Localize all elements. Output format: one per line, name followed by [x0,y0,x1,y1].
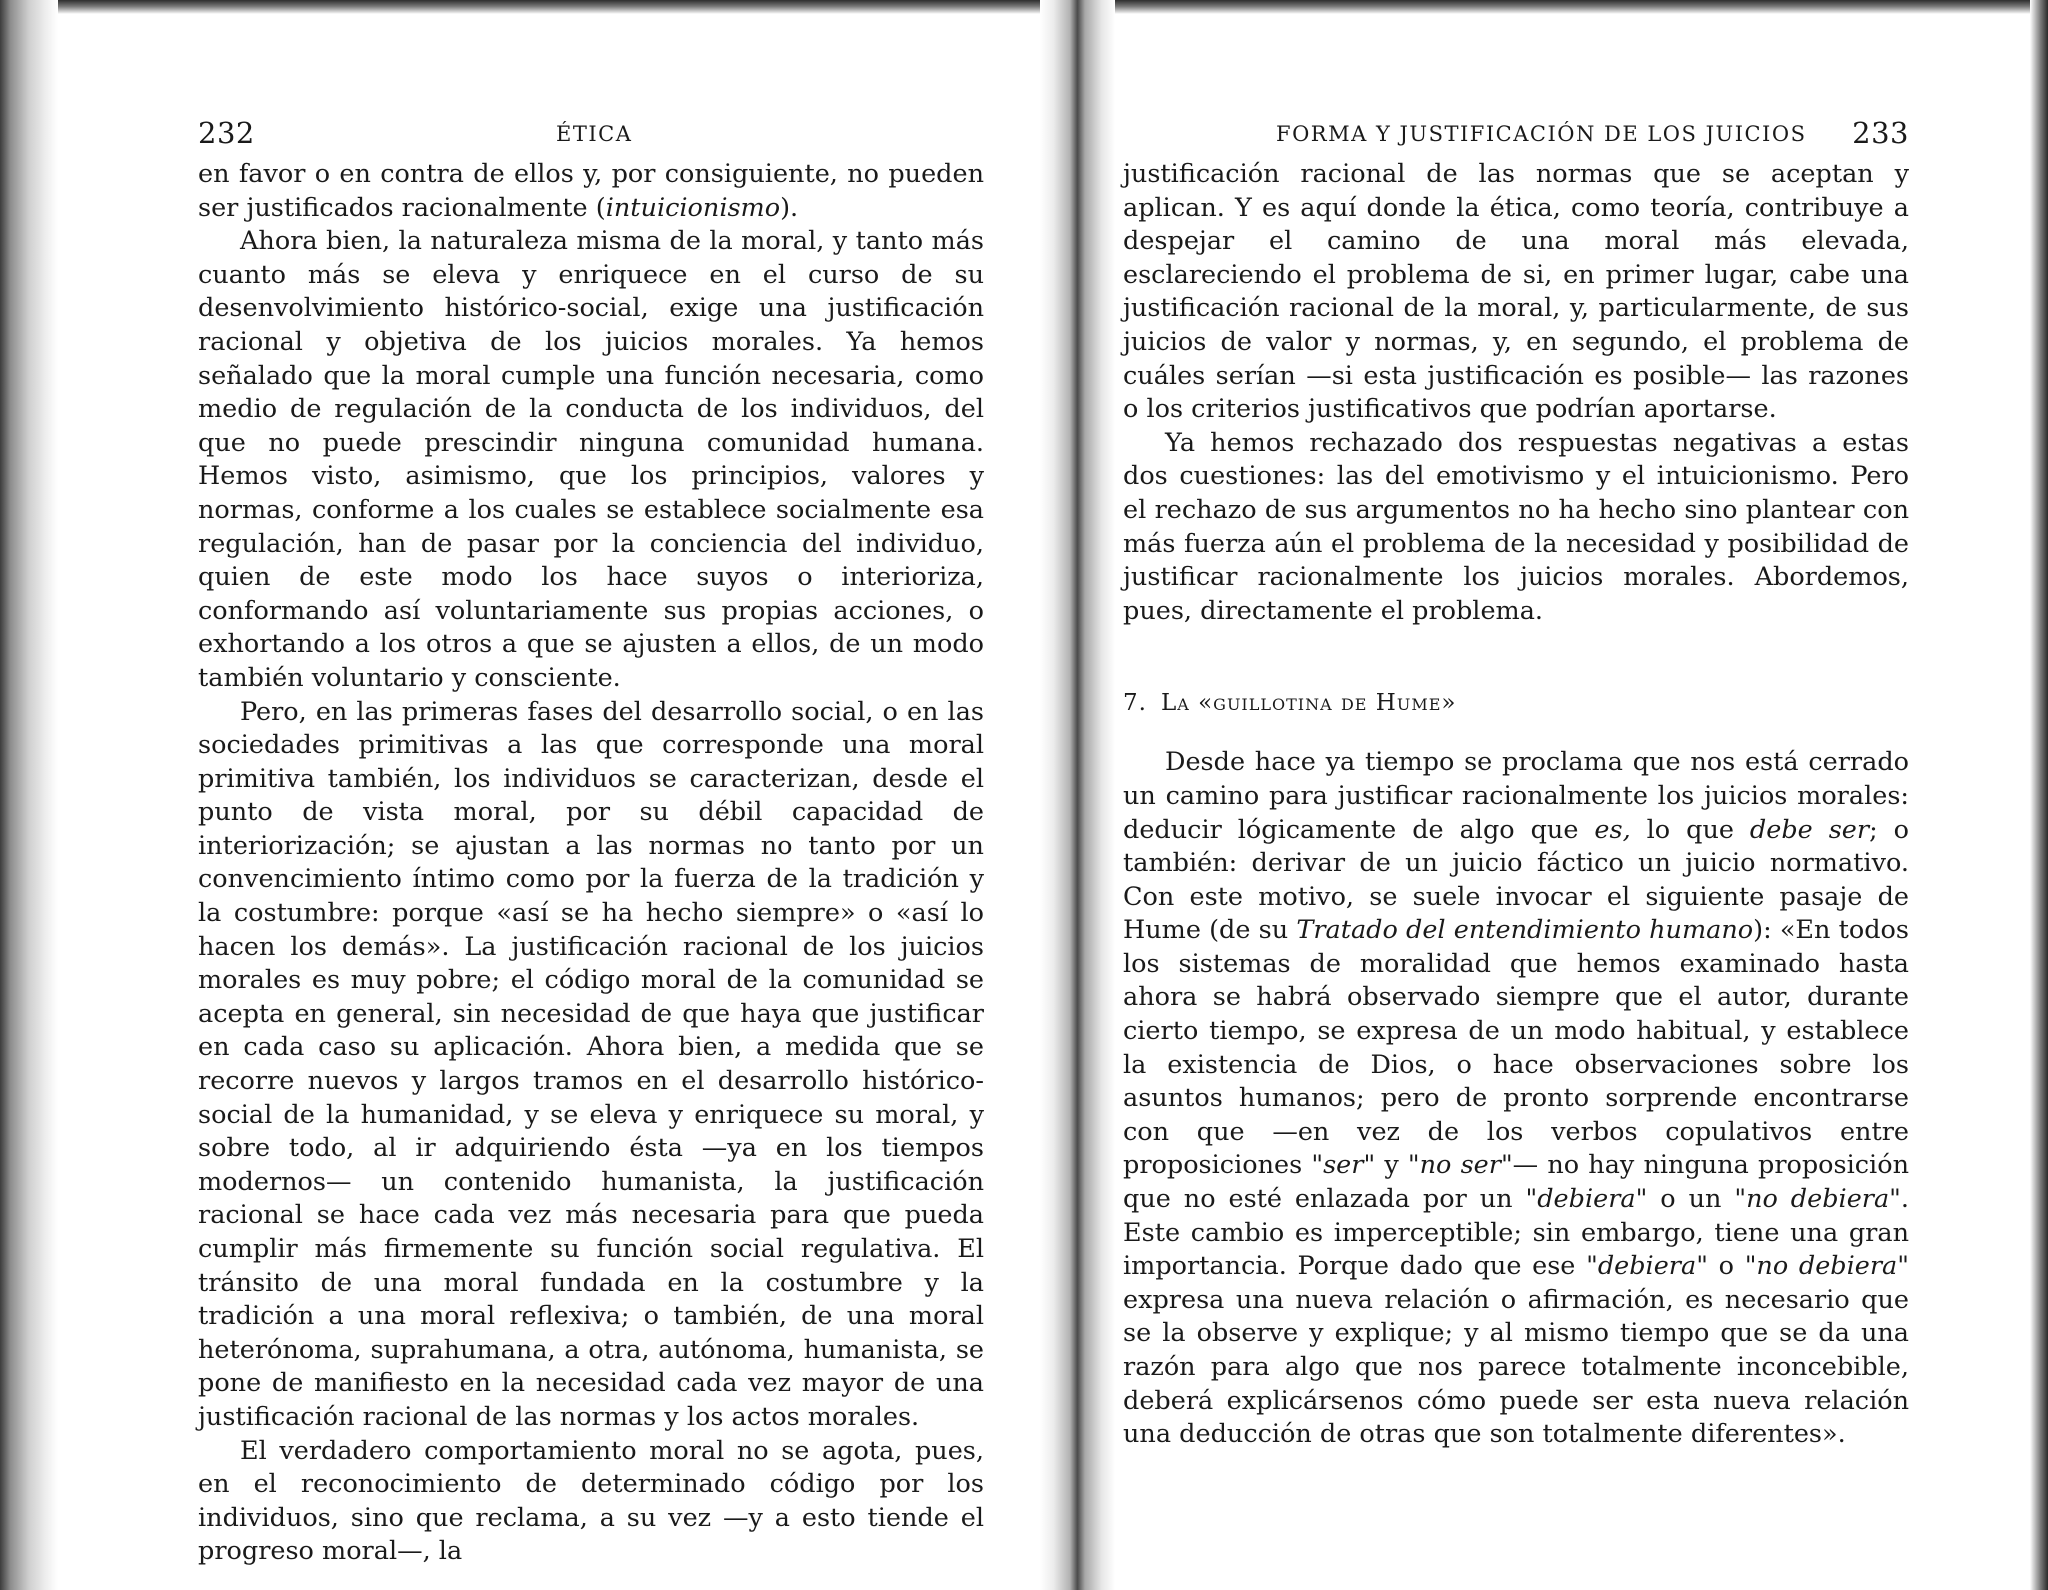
rp3-c: ; o también: derivar de un juicio fáctico un juicio normativo. Con este motivo, se suele invocar el siguiente pasaje de Hume (de su [1123,814,1909,946]
rp3-i6: "debiera" [1525,1184,1648,1215]
left-paragraph-3: Pero, en las primeras fases del desarrollo social, o en las sociedades primitivas a las que corresponde una moral primitiva también, los individuos se caracterizan, desde el punto de vista moral, por su débil capacidad de interiorización; se ajustan a las normas no tanto por un convencimiento íntimo como por la fuerza de la tradición y la costumbre: porque «así se ha hecho siempre» o «así lo hacen los demás». La justificación racional de los juicios morales es muy pobre; el código moral de la comunidad se acepta en general, sin necesidad de que haya que justificar en cada caso su aplicación. Ahora bien, a medida que se recorre nuevos y largos tramos en el desarrollo histórico-social de la humanidad, y se eleva y enriquece su moral, y sobre todo, al ir adquiriendo ésta —ya en los tiempos modernos— un contenido humanista, la justificación racional se hace cada vez más necesaria para que pueda cumplir más firmemente su función social regulativa. El tránsito de una moral fundada en la costumbre y la tradición a una moral reflexiva; o también, de una moral heterónoma, suprahumana, a otra, autónoma, humanista, se pone de manifiesto en la necesidad cada vez mayor de una justificación racional de las normas y los actos morales. [198,696,984,1432]
rp3-i8: "debiera" [1586,1251,1708,1282]
rp3-d: ): «En todos los sistemas de moralidad que hemos examinado hasta ahora se habrá observado siempre que el autor, durante cierto tiempo, se expresa de un modo habitual, y establece la existencia de Dios, o hace observaciones sobre los asuntos humanos; pero de pronto sorprende encontrarse con que —en vez de los verbos copulativos entre proposiciones [1123,915,1909,1181]
left-paragraph-1 [198,158,984,225]
rp3-i1: es, [1594,814,1631,845]
rp3-i4: "ser" [1311,1150,1376,1181]
section-heading [1123,690,1909,716]
left-page [198,110,984,1569]
rp3-h: . Este cambio es imperceptible; sin embargo, tiene una gran importancia. Porque dado que ese [1123,1184,1910,1282]
left-page-number: 232 [198,116,255,150]
rp3-f: — no hay ninguna proposición que no esté enlazada por un [1123,1150,1909,1215]
left-paragraph-1-italic: intuicionismo [605,192,781,223]
left-paragraph-4: El verdadero comportamiento moral no se agota, pues, en el reconocimiento de determinado código por los individuos, sino que reclama, a su vez —y a esto tiende el progreso moral—, la [198,1435,984,1567]
right-running-title: FORMA Y JUSTIFICACIÓN DE LOS JUICIOS [1276,122,1807,146]
rp3-g: o un [1647,1184,1735,1215]
right-page-number: 233 [1852,116,1909,150]
right-running-head [1123,110,1909,158]
rp3-a: Desde hace ya tiempo se proclama que nos está cerrado un camino para justificar racionalmente los juicios morales: deducir lógicamente de algo que [1123,747,1909,845]
book-gutter [1040,0,1115,1590]
scan-left-edge [0,0,58,1590]
scan-top-edge [0,0,2048,14]
rp3-e: y [1375,1150,1408,1181]
rp3-k: expresa una nueva relación o afirmación, es necesario que se la observe y explique; y al mismo tiempo que se da una razón para algo que nos parece totalmente inconcebible, deberá explicársenos cómo puede ser esta nueva relación una deducción de otras que son totalmente diferentes». [1123,1284,1909,1450]
left-running-head [198,110,984,158]
rp3-i2: debe ser [1749,814,1870,845]
left-paragraph-1-after: ). [780,192,799,223]
right-paragraph-1: justificación racional de las normas que se aceptan y aplican. Y es aquí donde la ética, como teoría, contribuye a despejar el camino de una moral más elevada, esclareciendo el problema de si, en primer lugar, cabe una justificación racional de la moral, y, particularmente, de sus juicios de valor y normas, y, en segundo, el problema de cuáles serían —si esta justificación es posible— las razones o los criterios justificativos que podrían aportarse. [1123,159,1909,425]
section-number: 7. [1123,690,1147,717]
rp3-i5: "no ser" [1407,1150,1513,1181]
section-title: La «guillotina de Hume» [1160,690,1457,717]
scan-right-edge [2030,0,2048,1590]
rp3-i3: Tratado del entendimiento humano [1296,915,1754,946]
right-paragraph-2: Ya hemos rechazado dos respuestas negativas a estas dos cuestiones: las del emotivismo y el intuicionismo. Pero el rechazo de sus argumentos no ha hecho sino plantear con más fuerza aún el problema de la necesidad y posibilidad de justificar racionalmente los juicios morales. Abordemos, pues, directamente el problema. [1123,427,1909,626]
rp3-i9: "no debiera" [1744,1251,1909,1282]
right-paragraph-3 [1123,746,1909,1451]
rp3-b: lo que [1630,814,1750,845]
rp3-i7: "no debiera" [1734,1184,1901,1215]
rp3-j: o [1707,1251,1745,1282]
left-running-title: ÉTICA [556,122,633,146]
right-page [1123,110,1909,1452]
left-paragraph-2: Ahora bien, la naturaleza misma de la moral, y tanto más cuanto más se eleva y enriquece en el curso de su desenvolvimiento histórico-social, exige una justificación racional y objetiva de los juicios morales. Ya hemos señalado que la moral cumple una función necesaria, como medio de regulación de la conducta de los individuos, del que no puede prescindir ninguna comunidad humana. Hemos visto, asimismo, que los principios, valores y normas, conforme a los cuales se establece socialmente esa regulación, han de pasar por la conciencia del individuo, quien de este modo los hace suyos o interioriza, conformando así voluntariamente sus propias acciones, o exhortando a los otros a que se ajusten a ellos, de un modo también voluntario y consciente. [198,226,984,693]
left-paragraph-1-text: en favor o en contra de ellos y, por consiguiente, no pueden ser justificados racionalmente ( [198,159,984,223]
